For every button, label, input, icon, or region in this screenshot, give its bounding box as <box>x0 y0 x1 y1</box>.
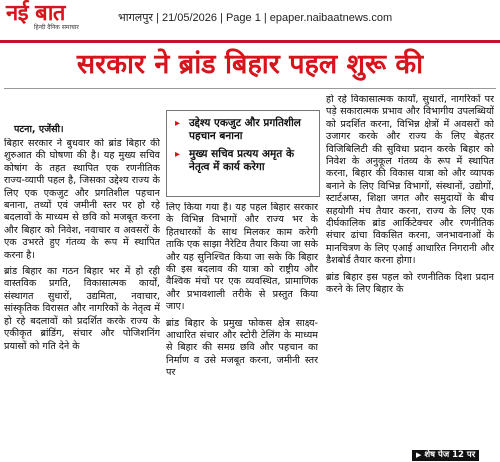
highlight-item <box>175 117 313 143</box>
highlight-text: उद्देश्य एकजुट और प्रगतिशील पहचान बनाना <box>189 117 301 142</box>
masthead-divider <box>0 40 500 43</box>
headline-divider <box>4 88 496 89</box>
highlight-box <box>166 110 320 197</box>
logo-tagline: हिन्दी दैनिक समाचार <box>34 24 79 31</box>
paragraph: लिए किया गया है। यह पहल बिहार सरकार के विभिन्न विभागों और राज्य भर के हितधारकों के साथ मिलकर काम करेगी ताकि एक साझा नैरेटिव तैयार किया जा सके और यह सुनिश्चित किया जा सके कि बिहार की इस बदलाव की यात्रा को राष्ट्रीय और वैश्विक मंचों पर एक व्यवस्थित, प्रामाणिक और प्रभावशाली तरीके से प्रस्तुत किया जाए। <box>166 202 318 313</box>
paragraph: ब्रांड बिहार का गठन बिहार भर में हो रही वास्तविक प्रगति, विकासात्मक कार्यों, संस्थागत सुधारों, उद्यमिता, नवाचार, सांस्कृतिक विरासत और नागरिकों के नेतृत्व में हो रहे बदलावों को प्रदर्शित करके राज्य के एकीकृत ब्रांडिंग, संचार और पोजिशनिंग प्रयासों को गति देने के <box>4 266 160 352</box>
paragraph: बिहार सरकार ने बुधवार को ब्रांड बिहार की शुरुआत की घोषणा की है। यह मुख्य सचिव कोषांग के तहत स्थापित एक रणनीतिक राज्य-व्यापी पहल है, जिसका उद्देश्य राज्य के लिए एक एकजुट और प्रगतिशील पहचान बनाना, तथ्यों एवं जमीनी स्तर पर हो रहे बदलावों के माध्यम से छवि को मजबूत करना और बिहार को निवेश, नवाचार व अवसरों के एक उभरते हुए गंतव्य के रूप में स्थापित करना है। <box>4 138 160 261</box>
continued-label: शेष पेज 12 पर <box>424 450 476 460</box>
paragraph: ब्रांड बिहार इस पहल को रणनीतिक दिशा प्रदान करने के लिए बिहार के <box>326 271 494 296</box>
dateline: पटना, एजेंसी। <box>14 124 64 135</box>
article-column-2 <box>166 202 318 456</box>
masthead <box>0 0 500 38</box>
logo-text: नई बात <box>6 1 65 26</box>
newspaper-logo[interactable] <box>6 2 79 31</box>
headline: सरकार ने ब्रांड बिहार पहल शुरू की <box>76 49 424 80</box>
article-column-1 <box>4 138 160 456</box>
highlight-item <box>175 148 313 174</box>
highlight-text: मुख्य सचिव प्रत्यय अमृत के नेतृत्व में कार्य करेगा <box>189 148 295 173</box>
arrow-right-icon: ▶ <box>416 451 422 459</box>
paragraph: ब्रांड बिहार के प्रमुख फोकस क्षेत्र साक्ष्य-आधारित संचार और स्टोरी टेलिंग के माध्यम से बिहार की समग्र छवि और पहचान का निर्माण व उसे मजबूत करना, जमीनी स्तर पर <box>166 317 318 379</box>
article-column-3 <box>326 94 494 446</box>
chevron-right-icon: ▸ <box>175 149 181 160</box>
paragraph: हो रहे विकासात्मक कार्यों, सुधारों, नागरिकों पर पड़े सकारात्मक प्रभाव और विभागीय उपलब्धियों को प्रदर्शित करना, विभिन्न क्षेत्रों में अवसरों को उजागर करके और राज्य के लिए बेहतर विजिबिलिटी की सुविधा प्रदान करके बिहार को निवेश के अनुकूल गंतव्य के रूप में स्थापित करना, बिहार की विकास यात्रा को और व्यापक बनाने के लिए विभिन्न विभागों, संस्थानों, उद्योगों, स्टार्टअप्स, शिक्षा जगत और समुदायों के बीच सहयोगी मंच तैयार करना, राज्य के लिए एक दीर्घकालिक ब्रांड आर्किटेक्चर और रणनीतिक संचार ढांचा विकसित करना, जनभावनाओं के मानचित्रण के लिए एआई आधारित निगरानी और डैशबोर्ड तैयार करना होगा। <box>326 94 494 267</box>
continued-on-page-link[interactable] <box>412 450 479 461</box>
chevron-right-icon: ▸ <box>175 118 181 129</box>
edition-meta: भागलपुर | 21/05/2026 | Page 1 | epaper.naibaatnews.com <box>118 12 393 24</box>
